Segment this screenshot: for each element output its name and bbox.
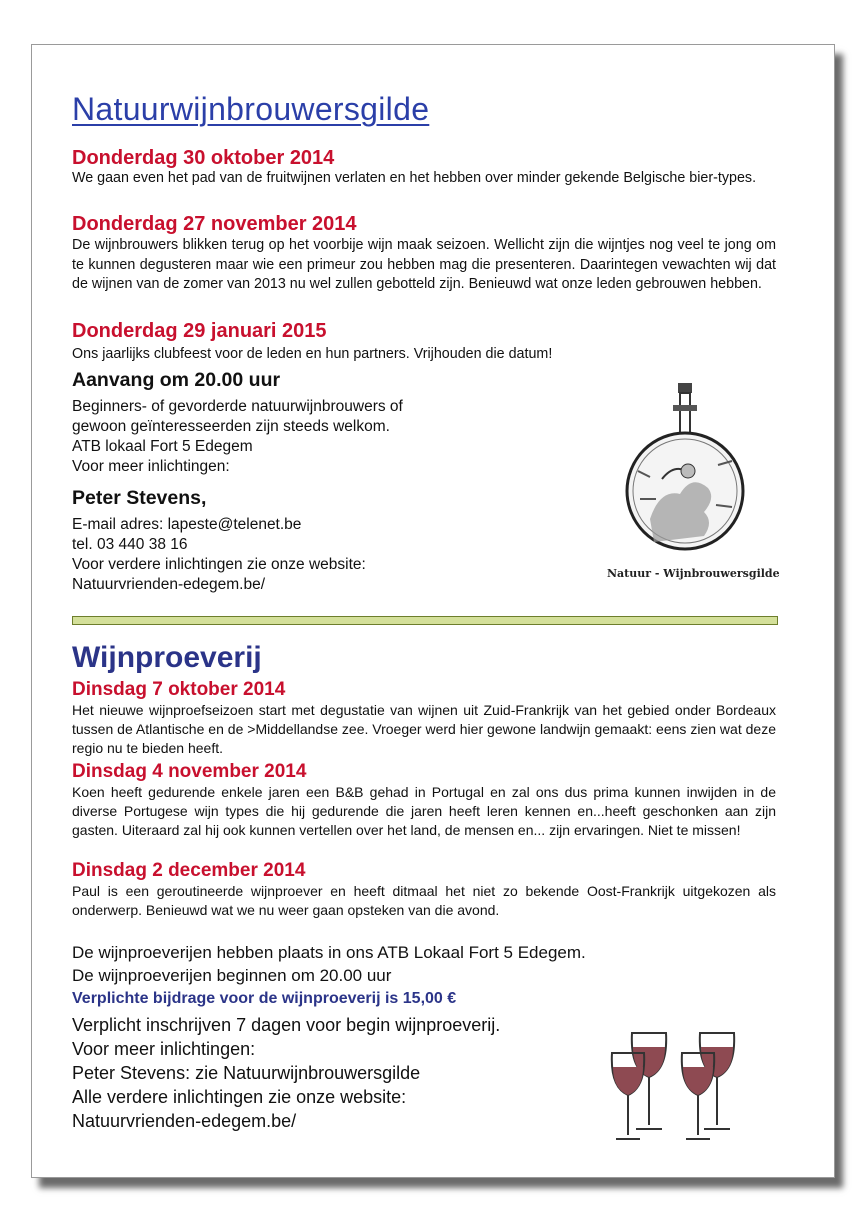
event-description: We gaan even het pad van de fruitwijnen verlaten en het hebben over minder gekende Belgische bier-types. — [72, 170, 757, 186]
logo-caption: Natuur - Wijnbrouwersgilde — [607, 567, 780, 580]
event-date: Donderdag 29 januari 2015 — [72, 320, 327, 342]
info-line: Voor meer inlichtingen: — [72, 458, 230, 475]
info-line: ATB lokaal Fort 5 Edegem — [72, 438, 253, 455]
registration-line: Verplicht inschrijven 7 dagen voor begin wijnproeverij. — [72, 1015, 501, 1035]
website-intro: Voor verdere inlichtingen zie onze website: — [72, 556, 366, 573]
info-line: Voor meer inlichtingen: — [72, 1039, 256, 1059]
contact-block — [72, 515, 532, 595]
event-date: Donderdag 30 oktober 2014 — [72, 147, 335, 169]
website-link[interactable]: Natuurvrienden-edegem.be/ — [72, 576, 266, 593]
flyer-page — [31, 44, 835, 1178]
wine-vessel-logo — [610, 379, 760, 584]
contact-line: Peter Stevens: zie Natuurwijnbrouwersgilde — [72, 1063, 421, 1083]
event-date: Donderdag 27 november 2014 — [72, 213, 357, 235]
wine-glasses-icon — [604, 1025, 764, 1145]
location-line: De wijnproeverijen hebben plaats in ons ATB Lokaal Fort 5 Edegem. — [72, 943, 586, 962]
info-line: Beginners- of gevorderde natuurwijnbrouwers of — [72, 398, 403, 415]
event-date: Dinsdag 7 oktober 2014 — [72, 679, 286, 700]
section-title-natuurwijnbrouwersgilde: Natuurwijnbrouwersgilde — [72, 91, 430, 127]
fee-line: Verplichte bijdrage voor de wijnproeverij is 15,00 € — [72, 990, 457, 1007]
event-date: Dinsdag 4 november 2014 — [72, 761, 307, 782]
contact-name: Peter Stevens, — [72, 487, 207, 509]
email-line: E-mail adres: lapeste@telenet.be — [72, 516, 302, 533]
event-date: Dinsdag 2 december 2014 — [72, 860, 306, 881]
section-divider — [72, 616, 778, 625]
phone-line: tel. 03 440 38 16 — [72, 536, 188, 553]
wine-jug-icon — [610, 379, 760, 584]
website-intro: Alle verdere inlichtingen zie onze website: — [72, 1087, 407, 1107]
event-description: Paul is een geroutineerde wijnproever en heeft ditmaal het niet zo bekende Oost-Frankrijk uitgekozen als onderwerp. Benieuwd wat we nu weer gaan opsteken van die avond. — [72, 883, 776, 918]
info-block — [72, 397, 532, 477]
info-line: gewoon geïnteresseerden zijn steeds welkom. — [72, 418, 390, 435]
event-description: De wijnbrouwers blikken terug op het voorbije wijn maak seizoen. Wellicht zijn die wijntjes nog veel te jong om te kunnen degusteren maar wie een primeur zou hebben mag die presenteren. Daarintegen vewachten wij dat de wijnen van de zomer van 2013 nu wel zullen gebotteld zijn. Benieuwd wat onze leden gebrouwen hebben. — [72, 237, 776, 292]
footer-block — [72, 1013, 612, 1133]
event-description: Ons jaarlijks clubfeest voor de leden en hun partners. Vrijhouden die datum! — [72, 346, 553, 362]
event-description: Het nieuwe wijnproefseizoen start met degustatie van wijnen uit Zuid-Frankrijk van het gebied onder Bordeaux tussen de Atlantische en de >Middellandse zee. Vroeger werd hier gewone landwijn gemaakt: eens zien wat deze regio nu te bieden heeft. — [72, 702, 776, 756]
section-title-wijnproeverij: Wijnproeverij — [72, 641, 262, 674]
event-description: Koen heeft gedurende enkele jaren een B&B gehad in Portugal en zal ons dus prima kunnen inwijden in de diverse Portugese wijn types die hij gedurende die jaren heeft leren kennen en...heeft geschonken aan zijn gasten. Uiteraard zal hij ook kunnen vertellen over het land, de mensen en... zijn ervaringen. Niet te missen! — [72, 784, 776, 838]
wine-glasses-illustration — [604, 1025, 764, 1145]
start-time: Aanvang om 20.00 uur — [72, 369, 281, 391]
website-link[interactable]: Natuurvrienden-edegem.be/ — [72, 1111, 297, 1131]
start-line: De wijnproeverijen beginnen om 20.00 uur — [72, 966, 392, 985]
